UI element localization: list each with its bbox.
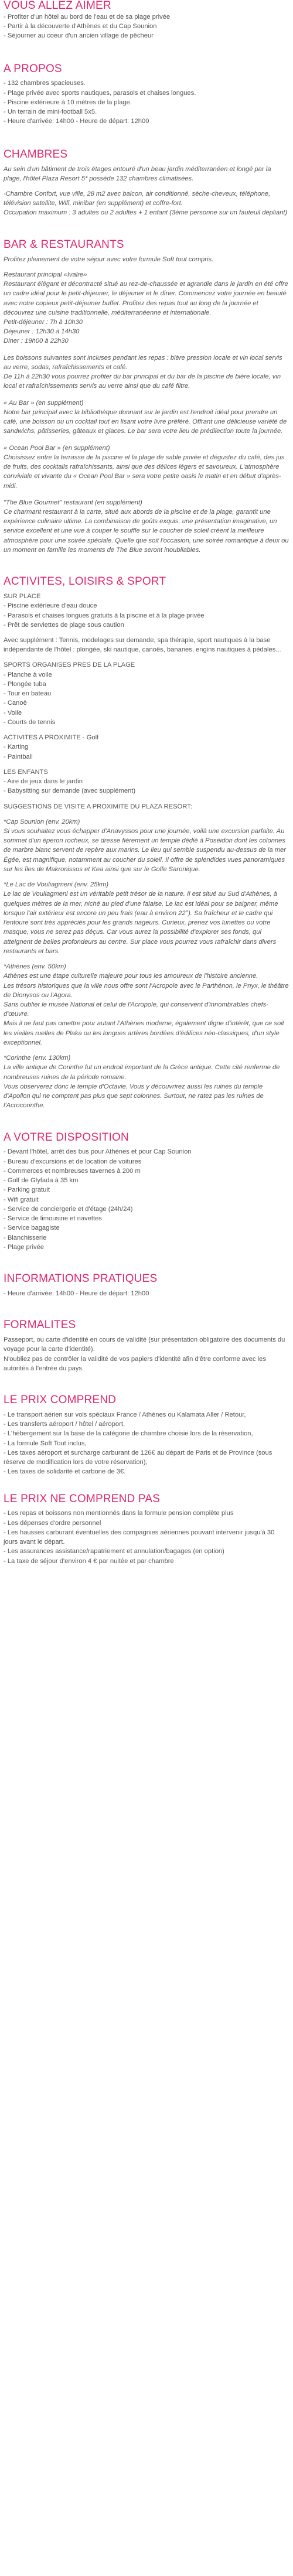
paragraph: *Le Lac de Vouliagmeni (env. 25km) Le lac de Vouliagmeni est un véritable petit trésor de la nature. Il est situé au Sud d'Athènes, à quelques mètres de la mer, niché au pied d'une falaise. Le lac est idéal pour se baigner, même lorsque l'air extérieur est encore un peu frais (eau à environ 22°). Sa fraîcheur et le cadre qui l'entoure sont très appréciés pour les grands nageurs. Curieux, prenez vos lunettes ou votre masque, vous ne serez pas déçus. Car vous aurez la possibilité d'explorer ses fonds, qui atteignent de belles profondeurs au centre. Sur place vous pourrez vous rafraîchir dans divers restaurants et bars. (4, 881, 278, 955)
list-item: - Service de conciergerie et d'étage (24h/24) (4, 1205, 133, 1213)
section-chambres (4, 149, 289, 218)
list-item: - Plage privée (4, 1243, 45, 1251)
paragraph: *Athènes (env. 50km) Athènes est une étape culturelle majeure pour tous les amoureux de l'histoire ancienne. Les trésors historiques que la ville nous offre sont l'Acropole avec le Parthénon, le Pnyx, le théâtre de Dionysos ou l'Agora. Sans oublier le musée National et celui de l'Acropole, qui conservent d'innombrables chefs-d'œuvre. Mais il ne faut pas omettre pour autant l'Athènes moderne, également digne d'intérêt, que ce soit les vieilles ruelles de Plaka ou les longues artères bordées d'édifices néo-classiques, d'un style exceptionnel. (4, 963, 289, 1046)
section-activites (4, 576, 289, 1110)
list-item: - Les dépenses d'ordre personnel (4, 1519, 101, 1527)
section-vous-allez-aimer (4, 0, 289, 41)
section-lines (4, 1147, 289, 1252)
paragraph: LES ENFANTS - Aire de jeux dans le jardin - Babysitting sur demande (avec supplément) (4, 768, 136, 795)
paragraph: *Corinthe (env. 130km) La ville antique de Corinthe fut un endroit important de la Grèce antique. Cette cité renferme de nombreuses ruines de la période romaine. Vous observerez donc le temple d'Octavie. Vous y découvrirez aussi les ruines du temple d'Apollon qui ne comptent pas plus que sept colonnes. Surtout, ne ratez pas les ruines de l'Acrocorinthe. (4, 1055, 280, 1110)
list-item: - Un terrain de mini-football 5x5. (4, 108, 97, 116)
paragraph: SUR PLACE - Piscine extérieure d'eau douce - Parasols et chaises longues gratuits à la piscine et à la plage privée - Prêt de serviettes de plage sous caution (4, 593, 205, 629)
list-item: - Devant l'hôtel, arrêt des bus pour Athènes et pour Cap Sounion (4, 1148, 192, 1156)
section-lines (4, 1289, 289, 1298)
paragraph: « Au Bar » (en supplément) Notre bar principal avec la bibliothèque donnant sur le jardin est l'endroit idéal pour prendre un café, une boisson ou un cocktail tout en lisant votre livre préféré. Offrant une délicieuse variété de sandwichs, pâtisseries, gâteaux et glaces. Le bar sera votre lieu de prédilection toute la journée. (4, 399, 287, 435)
list-item: - Wifi gratuit (4, 1196, 39, 1203)
list-item: - Blanchisserie (4, 1234, 47, 1241)
paragraph: -Chambre Confort, vue ville, 28 m2 avec balcon, air conditionné, sèche-cheveux, téléphone, télévision satellite, Wifi, minibar (en supplément) et coffre-fort. Occupation maximum : 3 adultes ou 2 adultes + 1 enfant (3ème personne sur un fauteuil dépliant) (4, 190, 288, 217)
list-item: - Profiter d'un hôtel au bord de l'eau et de sa plage privée (4, 13, 171, 21)
section-title: CHAMBRES (4, 148, 68, 161)
list-item: - Piscine extérieure à 10 mètres de la plage. (4, 98, 132, 106)
list-item: - Parking gratuit (4, 1186, 50, 1194)
section-lines (4, 79, 289, 126)
section-lines (4, 1410, 289, 1477)
list-item: - Commerces et nombreuses tavernes à 200 m (4, 1167, 141, 1175)
list-item: - La formule Soft Tout inclus, (4, 1439, 87, 1447)
paragraph: Restaurant principal «Ivalre» Restaurant élégant et décontracté situé au rez-de-chaussée et agrandie dans le jardin en été offre un cadre idéal pour le petit-déjeuner, le déjeuner et le dîner. Commencez votre journée en beauté avec notre copieux petit-déjeuner buffet. Profitez des repas tout au long de la journée et découvrez une cuisine traditionnelle, méditerranéenne et internationale. Petit-déjeuner : 7h à 10h30 Déjeuner : 12h30 à 14h30 Diner : 19h00 à 22h30 (4, 271, 288, 345)
paragraph: ACTIVITES A PROXIMITE - Golf - Karting - Paintball (4, 734, 99, 760)
list-item: - Les assurances assistance/rapatriement et annulation/bagages (en option) (4, 1548, 224, 1555)
section-title: A VOTRE DISPOSITION (4, 1131, 129, 1144)
list-item: - Heure d'arrivée: 14h00 - Heure de départ: 12h00 (4, 118, 149, 125)
section-lines (4, 1509, 289, 1565)
section-title: INFORMATIONS PRATIQUES (4, 1272, 158, 1285)
paragraph: Au sein d'un bâtiment de trois étages entouré d'un beau jardin méditerranéen et longé par la plage, l'hôtel Plaza Resort 5* possède 132 chambres climatisées. (4, 165, 271, 182)
paragraph: Avec supplément : Tennis, modelages sur demande, spa thérapie, sport nautiques à la base indépendante de l'hôtel : plongée, ski nautique, canoës, bananes, engins nautiques à pédales... (4, 637, 281, 654)
list-item: - Les transferts aéroport / hôtel / aéroport, (4, 1421, 125, 1428)
list-item: - Les taxes de solidarité et carbone de 3€. (4, 1468, 126, 1476)
list-item: - Partir à la découverte d'Athènes et du Cap Sounion (4, 23, 157, 30)
section-a-propos (4, 63, 289, 127)
paragraph: « Ocean Pool Bar » (en supplément) Choisissez entre la terrasse de la piscine et la plage de sable privée et dégustez du café, des jus de fruits, des cocktails rafraîchissants, ainsi que des délices légers et savoureux. L'atmosphère conviviale et vivante du « Ocean Pool Bar » sera votre petite oasis le matin et en début d'après-midi. (4, 444, 285, 490)
list-item: - Le transport aérien sur vols spéciaux France / Athènes ou Kalamata Aller / Retour, (4, 1411, 246, 1418)
list-item: - Bureau d'excursions et de location de voitures (4, 1158, 142, 1165)
list-item: - Les taxes aéroport et surcharge carburant de 126€ au départ de Paris et de Province (sous réserve de modification lors de votre réservation), (4, 1449, 272, 1466)
section-title: FORMALITES (4, 1319, 76, 1332)
section-title: LE PRIX COMPREND (4, 1393, 117, 1406)
list-item: - Les hausses carburant éventuelles des compagnies aériennes pouvant intervenir jusqu'à 30 jours avant le départ. (4, 1528, 275, 1546)
list-item: - Séjourner au coeur d'un ancien village de pêcheur (4, 32, 154, 40)
list-item: - Golf de Glyfada à 35 km (4, 1177, 79, 1185)
section-title: ACTIVITES, LOISIRS & SPORT (4, 575, 166, 588)
list-item: - 132 chambres spacieuses. (4, 80, 86, 87)
paragraph: *Cap Sounion (env. 20km) Si vous souhaitez vous échapper d'Anavyssos pour une journée, voilà une excursion parfaite. Au sommet d'un éperon rocheux, se dresse fièrement un temple dédié à Poséidon dont les colonnes de marbre blanc servent de repère aux marins. Le lieu qui semble suspendu au-dessus de la mer Égée, est magnifique, notamment au coucher du soleil. Il offre de splendides vues panoramiques sur les îles de Makronissos et Kea ainsi que sur le Golfe Saronique. (4, 818, 286, 873)
paragraph: SPORTS ORGANISES PRES DE LA PLAGE - Planche à voile - Plongée tuba - Tour en bateau - Canoë - Voile - Courts de tennis (4, 661, 135, 726)
list-item: - Plage privée avec sports nautiques, parasols et chaises longues. (4, 89, 196, 97)
section-informations-pratiques (4, 1273, 289, 1298)
list-item: - Service de limousine et navettes (4, 1215, 102, 1223)
paragraph: "The Blue Gourmet" restaurant (en supplément) Ce charmant restaurant à la carte, situé aux abords de la piscine et de la plage, garantit une expérience culinaire ultime. La combinaison de goûts exquis, une présentation imaginative, un service excellent et une vue à couper le souffle sur le coucher de soleil créent la meilleure atmosphère pour une soirée spéciale. Quelle que soit l'occasion, une soirée romantique à deux ou un moment en famille les moments de The Blue seront inoubliables. (4, 499, 289, 554)
paragraph: SUGGESTIONS DE VISITE A PROXIMITE DU PLAZA RESORT: (4, 803, 192, 810)
section-title: A PROPOS (4, 62, 62, 75)
list-item: - Heure d'arrivée: 14h00 - Heure de départ: 12h00 (4, 1289, 149, 1297)
paragraph: Profitez pleinement de votre séjour avec votre formule Soft tout compris. (4, 255, 214, 263)
section-title: VOUS ALLEZ AIMER (4, 0, 111, 12)
list-item: - L'hébergement sur la base de la catégorie de chambre choisie lors de la réservation, (4, 1430, 253, 1438)
section-lines (4, 12, 289, 41)
section-a-votre-disposition (4, 1132, 289, 1252)
list-item: - La taxe de séjour d'environ 4 € par nuitée et par chambre (4, 1557, 174, 1565)
section-le-prix-ne-comprend-pas (4, 1493, 289, 1566)
section-le-prix-comprend (4, 1394, 289, 1477)
section-title: BAR & RESTAURANTS (4, 238, 124, 251)
section-formalites (4, 1319, 289, 1373)
paragraph: Passeport, ou carte d'identité en cours de validité (sur présentation obligatoire des documents du voyage pour la carte d'identité). N'oubliez pas de contrôler la validité de vos papiers d'identité afin d'être conforme avec les autorités à l'entrée du pays. (4, 1336, 285, 1372)
paragraph: Les boissons suivantes sont incluses pendant les repas : bière pression locale et vin local servis au verre, sodas, rafraîchissements et café. De 11h à 22h30 vous pourrez profiter du bar principal et du bar de la piscine de bière locale, vin local et rafraîchissements servis au verre ainsi que du café filtre. (4, 354, 282, 390)
list-item: - Service bagagiste (4, 1224, 60, 1232)
list-item: - Les repas et boissons non mentionnés dans la formule pension complète plus (4, 1510, 234, 1517)
section-title: LE PRIX NE COMPREND PAS (4, 1492, 161, 1505)
section-bar-restaurants (4, 239, 289, 555)
